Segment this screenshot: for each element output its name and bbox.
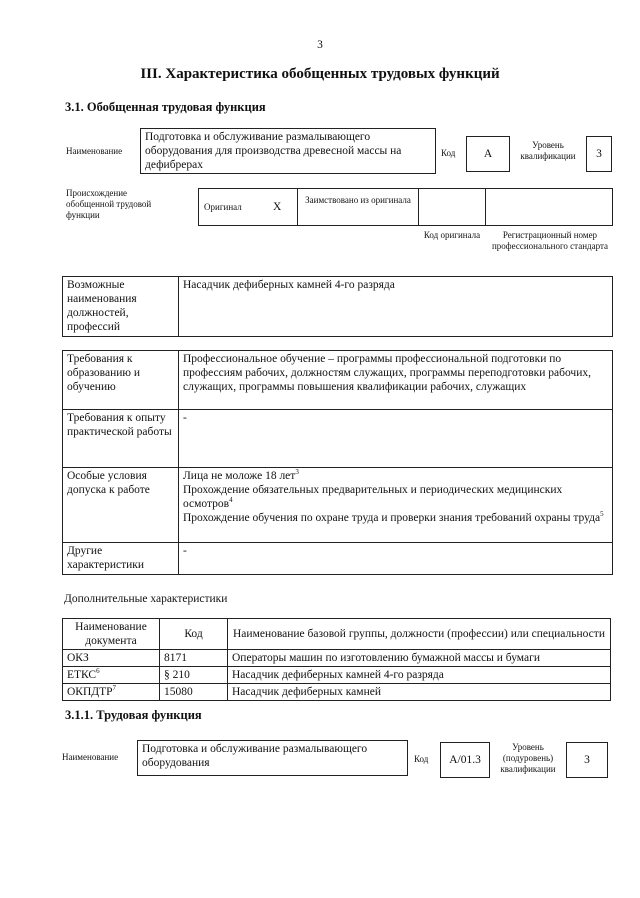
original-label: Оригинал <box>204 202 242 212</box>
section-title: III. Характеристика обобщенных трудовых функций <box>140 66 500 82</box>
additional-header-row <box>63 619 611 650</box>
doc-cell: ОКЗ <box>63 650 160 667</box>
gtf-level-value: 3 <box>586 136 612 172</box>
code-cell: 15080 <box>160 684 228 701</box>
tf-level-label: Уровень (подуровень) квалификации <box>500 742 556 774</box>
requirements-row <box>63 468 613 543</box>
table-row <box>63 650 611 667</box>
origin-code-caption: Код оригинала <box>423 230 481 240</box>
col-header-name: Наименование базовой группы, должности (профессии) или специальности <box>228 619 611 650</box>
tf-name-value: Подготовка и обслуживание размалывающего оборудования <box>137 740 408 776</box>
gtf-name-value: Подготовка и обслуживание размалывающего оборудования для производства древесной массы на дефибрерах <box>140 128 436 174</box>
requirement-label: Требования к образованию и обучению <box>63 351 179 410</box>
doc-cell: ОКПДТР$^7$ <box>63 684 160 701</box>
positions-label: Возможные наименования должностей, профессий <box>63 277 179 337</box>
code-cell: 8171 <box>160 650 228 667</box>
requirement-label: Особые условия допуска к работе <box>63 468 179 543</box>
positions-table <box>62 276 613 337</box>
tf-level-value: 3 <box>566 742 608 778</box>
requirement-value: - <box>179 410 613 468</box>
footnote-ref: 6 <box>96 667 100 676</box>
footnote-ref: 5 <box>600 510 604 519</box>
tf-code-label: Код <box>414 754 429 764</box>
requirement-line: Прохождение обучения по охране труда и проверки знания требований охраны труда$^5$ <box>183 510 604 524</box>
requirement-value: - <box>179 543 613 575</box>
table-row <box>63 667 611 684</box>
positions-row <box>63 277 613 337</box>
borrowed-cell: Заимствовано из оригинала <box>297 188 419 226</box>
requirement-value <box>179 468 613 543</box>
requirements-row <box>63 410 613 468</box>
tf-name-label: Наименование <box>62 752 119 762</box>
requirements-row <box>63 351 613 410</box>
tf-heading: 3.1.1. Трудовая функция <box>65 708 202 722</box>
additional-table <box>62 618 611 701</box>
requirement-line: Лица не моложе 18 лет$^3$ <box>183 468 299 482</box>
requirements-table <box>62 350 613 575</box>
positions-value: Насадчик дефиберных камней 4-го разряда <box>179 277 613 337</box>
footnote-ref: 3 <box>295 468 299 477</box>
reg-number-cell <box>485 188 613 226</box>
footnote-ref: 4 <box>229 496 233 505</box>
gtf-origin-label: Происхождение обобщенной трудовой функции <box>66 188 152 220</box>
gtf-level-label: Уровень квалификации <box>520 140 576 161</box>
reg-number-caption: Регистрационный номер профессионального стандарта <box>491 230 609 251</box>
code-cell: § 210 <box>160 667 228 684</box>
gtf-name-label: Наименование <box>66 146 123 156</box>
name-cell: Насадчик дефиберных камней <box>228 684 611 701</box>
requirement-label: Требования к опыту практической работы <box>63 410 179 468</box>
name-cell: Насадчик дефиберных камней 4-го разряда <box>228 667 611 684</box>
requirement-line: Прохождение обязательных предварительных и периодических медицинских осмотров$^4$ <box>183 484 563 510</box>
gtf-code-value: А <box>466 136 510 172</box>
requirement-label: Другие характеристики <box>63 543 179 575</box>
original-mark: Х <box>273 201 282 213</box>
origin-original-cell <box>198 188 298 226</box>
gtf-code-label: Код <box>441 148 456 158</box>
table-row <box>63 684 611 701</box>
origin-code-cell <box>418 188 486 226</box>
col-header-code: Код <box>160 619 228 650</box>
page-number: 3 <box>317 39 323 51</box>
doc-cell: ЕТКС$^6$ <box>63 667 160 684</box>
requirement-value: Профессиональное обучение – программы профессиональной подготовки по профессиям рабочих, должностям служащих, программы переподготовки рабочих, служащих, программы повышения квалификации рабочих, служащих <box>179 351 613 410</box>
gtf-heading: 3.1. Обобщенная трудовая функция <box>65 100 266 114</box>
name-cell: Операторы машин по изготовлению бумажной массы и бумаги <box>228 650 611 667</box>
requirements-row <box>63 543 613 575</box>
col-header-document: Наименование документа <box>63 619 160 650</box>
footnote-ref: 7 <box>112 684 117 693</box>
tf-code-value: А/01.3 <box>440 742 490 778</box>
additional-title: Дополнительные характеристики <box>64 593 228 605</box>
